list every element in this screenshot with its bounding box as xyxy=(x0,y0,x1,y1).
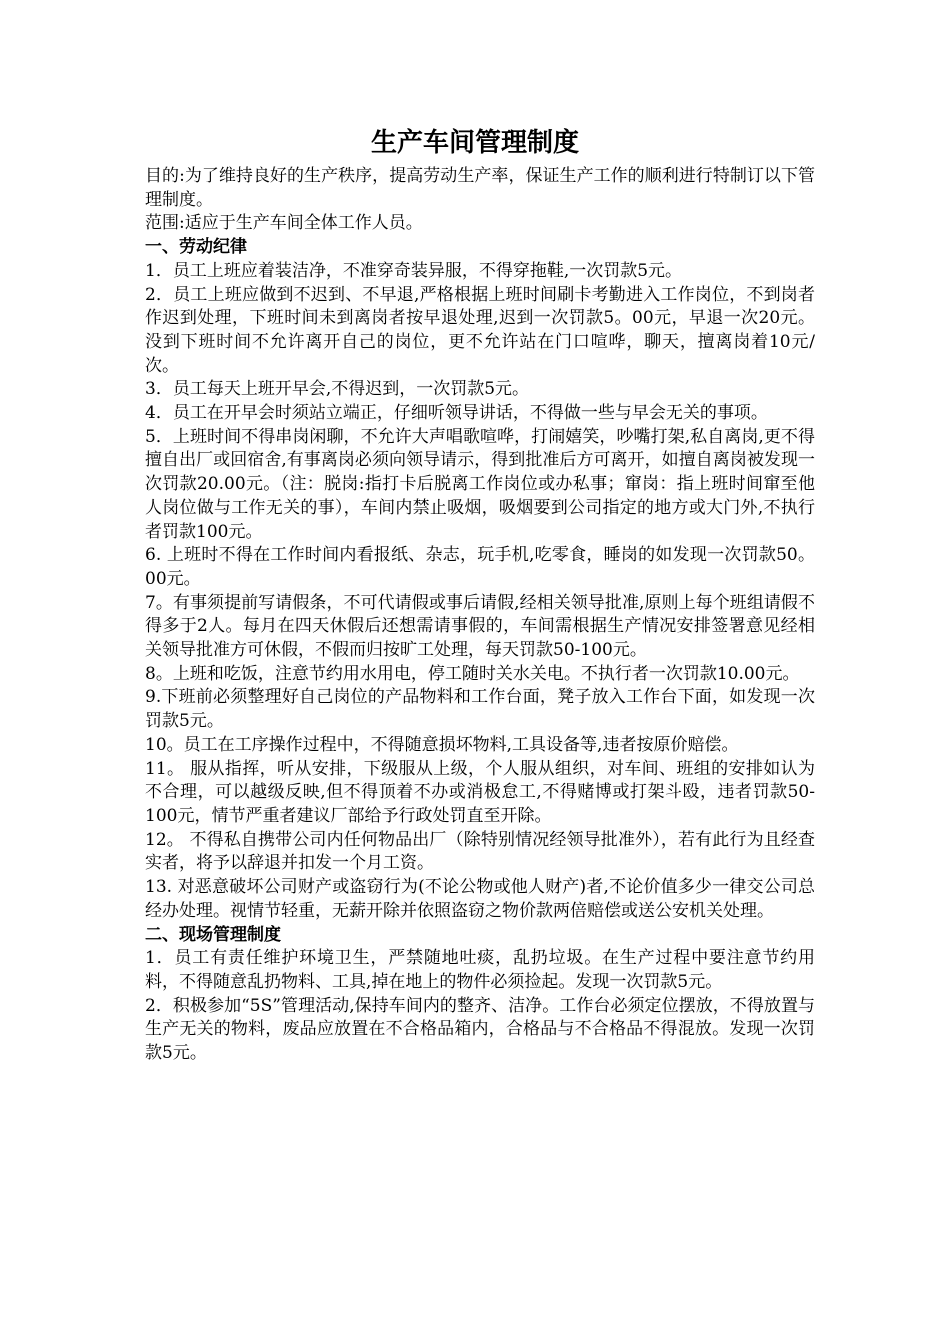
section-heading-site-management: 二、现场管理制度 xyxy=(145,924,281,945)
rule-item: 3．员工每天上班开早会,不得迟到，一次罚款5元。 xyxy=(145,379,530,400)
document-body xyxy=(145,165,815,1066)
rule-item: 2．员工上班应做到不迟到、不早退,严格根据上班时间刷卡考勤进入工作岗位，不到岗者作迟到处理，下班时间未到离岗者按早退处理,迟到一次罚款5。00元，早退一次20元。没到下班时间不允许离开自己的岗位，更不允许站在门口喧哗，聊天，擅离岗着10元/次。 xyxy=(145,284,815,376)
rule-item: 6. 上班时不得在工作时间内看报纸、杂志，玩手机,吃零食，睡岗的如发现一次罚款50。00元。 xyxy=(145,545,815,589)
rule-item: 5．上班时间不得串岗闲聊，不允许大声唱歌喧哗，打闹嬉笑，吵嘴打架,私自离岗,更不得擅自出厂或回宿舍,有事离岗必须向领导请示，得到批准后方可离开，如擅自离岗被发现一次罚款20.00元。（注：脱岗:指打卡后脱离工作岗位或办私事；窜岗：指上班时间窜至他人岗位做与工作无关的事），车间内禁止吸烟，吸烟要到公司指定的地方或大门外,不执行者罚款100元。 xyxy=(145,426,815,542)
rule-item: 4．员工在开早会时须站立端正，仔细听领导讲话，不得做一些与早会无关的事项。 xyxy=(145,403,768,424)
rule-item: 9.下班前必须整理好自己岗位的产品物料和工作台面，凳子放入工作台下面，如发现一次罚款5元。 xyxy=(145,687,815,732)
rule-item: 2．积极参加“5S”管理活动,保持车间内的整齐、洁净。工作台必须定位摆放，不得放置与生产无关的物料，废品应放置在不合格品箱内，合格品与不合格品不得混放。发现一次罚款5元。 xyxy=(145,995,815,1064)
rule-item: 1．员工有责任维护环境卫生，严禁随地吐痰，乱扔垃圾。在生产过程中要注意节约用料，不得随意乱扔物料、工具,掉在地上的物件必须捡起。发现一次罚款5元。 xyxy=(145,948,815,992)
rule-item: 11。 服从指挥，听从安排，下级服从上级，个人服从组织，对车间、班组的安排如认为不合理，可以越级反映,但不得顶着不办或消极怠工,不得赌博或打架斗殴，违者罚款50-100元，情节严重者建议厂部给予行政处罚直至开除。 xyxy=(145,758,815,826)
rule-item: 7。有事须提前写请假条，不可代请假或事后请假,经相关领导批准,原则上每个班组请假不得多于2人。每月在四天休假后还想需请事假的，车间需根据生产情况安排签署意见经相关领导批准方可休假，不假而归按旷工处理，每天罚款50-100元。 xyxy=(145,592,815,661)
document-title: 生产车间管理制度 xyxy=(370,128,579,158)
rule-item: 1．员工上班应着装洁净，不准穿奇装异服，不得穿拖鞋,一次罚款5元。 xyxy=(145,260,683,281)
purpose-paragraph: 目的:为了维持良好的生产秩序，提高劳动生产率，保证生产工作的顺利进行特制订以下管理制度。 xyxy=(145,166,815,210)
rule-item: 12。 不得私自携带公司内任何物品出厂（除特别情况经领导批准外），若有此行为且经查实者，将予以辞退并扣发一个月工资。 xyxy=(145,829,815,874)
section-heading-labor-discipline: 一、劳动纪律 xyxy=(145,237,247,258)
rule-item: 13. 对恶意破坏公司财产或盗窃行为(不论公物或他人财产)者,不论价值多少一律交公司总经办处理。视情节轻重，无薪开除并依照盗窃之物价款两倍赔偿或送公安机关处理。 xyxy=(145,877,815,921)
rule-item: 10。员工在工序操作过程中，不得随意损坏物料,工具设备等,违者按原价赔偿。 xyxy=(145,734,739,755)
scope-paragraph: 范围:适应于生产车间全体工作人员。 xyxy=(145,213,423,234)
rule-item: 8。上班和吃饭，注意节约用水用电，停工随时关水关电。不执行者一次罚款10.00元。 xyxy=(145,663,800,684)
